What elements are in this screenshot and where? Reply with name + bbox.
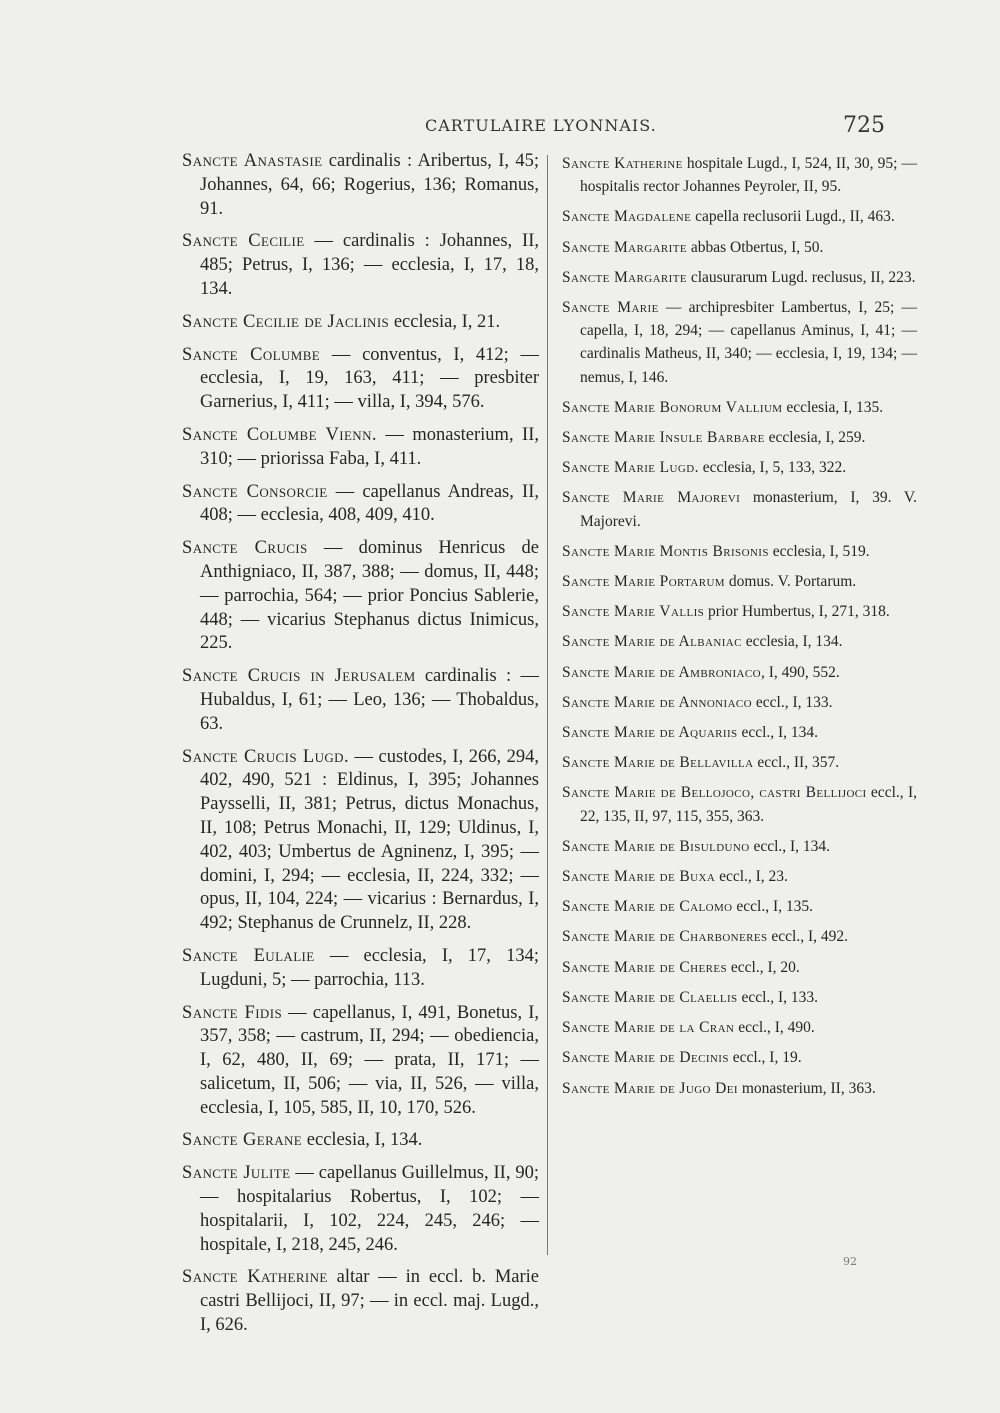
entry-headword: Sancte Marie Lugd. — [562, 459, 699, 477]
entry-headword: Sancte Marie de Charboneres — [562, 928, 768, 946]
entry-text: cardinalis : — Hubaldus, I, 61; — Leo, 136; — Thobaldus, 63. — [200, 666, 539, 734]
index-entry — [562, 600, 917, 623]
entry-headword: Sancte Marie Majorevi — [562, 489, 741, 507]
index-entry — [562, 396, 917, 419]
entry-headword: Sancte Fidis — [182, 1002, 283, 1023]
entry-headword: Sancte Anastasie — [182, 151, 323, 171]
entry-text: ecclesia, I, 259. — [764, 429, 866, 447]
index-entry — [562, 486, 917, 532]
page-number: 725 — [843, 113, 885, 138]
entry-text: eccl., I, 133. — [752, 693, 833, 711]
entry-headword: Sancte Marie Montis Brisonis — [562, 542, 769, 560]
index-entry — [562, 152, 917, 198]
index-entry — [562, 205, 917, 228]
entry-headword: Sancte Katherine — [182, 1267, 328, 1288]
index-entry — [562, 1077, 917, 1100]
index-entry — [562, 456, 917, 479]
entry-text: eccl., I, 23. — [715, 868, 788, 886]
index-entry — [182, 1162, 539, 1257]
entry-text: — ecclesia, I, 17, 134; Lugduni, 5; — parrochia, 113. — [200, 945, 539, 990]
index-entry — [562, 296, 917, 389]
index-entry — [562, 835, 917, 858]
entry-headword: Sancte Marie Insule Barbare — [562, 429, 765, 447]
index-entry — [562, 540, 917, 563]
entry-text: prior Humbertus, I, 271, 318. — [704, 603, 890, 621]
entry-text: ecclesia, I, 21. — [389, 311, 501, 332]
entry-headword: Sancte Marie de Bisulduno — [562, 837, 750, 855]
index-entry — [182, 537, 539, 656]
entry-headword: Sancte Columbe — [182, 344, 321, 365]
entry-headword: Sancte Marie de Calomo — [562, 898, 733, 916]
index-entry — [562, 925, 917, 948]
entry-text: monasterium, I, 39. V. Majorevi. — [580, 489, 917, 530]
index-entry — [562, 691, 917, 714]
index-entry — [182, 481, 539, 529]
entry-headword: Sancte Marie Portarum — [562, 573, 725, 591]
entry-text: — capellanus Guillelmus, II, 90; — hospitalarius Robertus, I, 102; — hospitalarii, I, 102, 224, 245, 246; — hospitale, I, 218, 245, 246. — [200, 1163, 539, 1255]
entry-headword: Sancte Cecilie — [182, 231, 305, 252]
entry-headword: Sancte Marie de Albaniac — [562, 633, 742, 651]
entry-text: clausurarum Lugd. reclusus, II, 223. — [686, 268, 916, 286]
entry-text: cardinalis : Aribertus, I, 45; Johannes, 64, 66; Rogerius, 136; Romanus, 91. — [200, 151, 539, 219]
entry-text: — capellanus, I, 491, Bonetus, I, 357, 358; — castrum, II, 294; — obediencia, I, 62, 480, II, 69; — prata, II, 171; — salicetum, II, 506; — via, II, 526, — villa, ecclesia, I, 105, 585, II, 10, 170, 526. — [200, 1002, 539, 1118]
entry-headword: Sancte Margarite — [562, 238, 687, 256]
entry-text: — cardinalis : Johannes, II, 485; Petrus, I, 136; — ecclesia, I, 17, 18, 134. — [200, 231, 539, 299]
running-head: CARTULAIRE LYONNAIS. — [425, 116, 657, 135]
entry-text: — conventus, I, 412; — ecclesia, I, 19, 163, 411; — presbiter Garnerius, I, 411; — villa, I, 394, 576. — [200, 344, 539, 413]
entry-text: — monasterium, II, 310; — priorissa Faba, I, 411. — [200, 424, 539, 469]
entry-headword: Sancte Magdalene — [562, 208, 692, 226]
entry-headword: Sancte Marie de Bellojoco, castri Bellijoci — [562, 784, 867, 802]
entry-headword: Sancte Marie de Cheres — [562, 958, 727, 976]
index-entry — [182, 424, 539, 472]
entry-text: eccl., I, 22, 135, II, 97, 115, 355, 363. — [580, 784, 917, 825]
index-entry — [182, 746, 539, 936]
entry-text: eccl., II, 357. — [753, 754, 840, 772]
entry-text: — capellanus Andreas, II, 408; — ecclesia, 408, 409, 410. — [200, 481, 539, 526]
entry-headword: Sancte Marie de Decinis — [562, 1049, 729, 1067]
entry-headword: Sancte Cecilie de Jaclinis — [182, 311, 390, 332]
index-entry — [562, 986, 917, 1009]
index-entry — [562, 236, 917, 259]
entry-headword: Sancte Crucis — [182, 538, 308, 559]
entry-text: ecclesia, I, 519. — [768, 542, 870, 560]
entry-text: eccl., I, 134. — [737, 724, 819, 742]
entry-headword: Sancte Marie de Ambroniaco — [562, 663, 761, 681]
index-entry — [562, 1016, 917, 1039]
index-entry — [182, 150, 539, 221]
entry-headword: Sancte Marie de Buxa — [562, 868, 716, 886]
entry-text: abbas Otbertus, I, 50. — [686, 238, 824, 256]
entry-text: domus. V. Portarum. — [724, 573, 857, 591]
index-entry — [562, 781, 917, 827]
entry-text: eccl., I, 490. — [734, 1019, 815, 1037]
entry-text: eccl., I, 134. — [749, 837, 831, 855]
entry-text: ecclesia, I, 134. — [302, 1130, 423, 1151]
entry-headword: Sancte Consorcie — [182, 481, 328, 502]
index-entry — [182, 230, 539, 301]
entry-headword: Sancte Marie de Aquariis — [562, 724, 738, 742]
index-column-right — [562, 152, 917, 1107]
entry-headword: Sancte Marie de Jugo Dei — [562, 1079, 738, 1097]
entry-headword: Sancte Julite — [182, 1163, 291, 1184]
index-entry — [182, 311, 539, 335]
entry-text: eccl., I, 133. — [737, 988, 819, 1006]
entry-headword: Sancte Gerane — [182, 1130, 303, 1151]
index-entry — [182, 1129, 539, 1153]
index-entry — [562, 751, 917, 774]
index-entry — [182, 344, 539, 415]
entry-headword: Sancte Marie Bonorum Vallium — [562, 398, 783, 416]
entry-text: monasterium, II, 363. — [737, 1079, 876, 1097]
entry-text: altar — in eccl. b. Marie castri Bellijoci, II, 97; — in eccl. maj. Lugd., I, 626. — [200, 1267, 539, 1336]
entry-headword: Sancte Marie de la Cran — [562, 1019, 735, 1037]
index-entry — [562, 895, 917, 918]
entry-headword: Sancte Crucis Lugd. — [182, 746, 349, 767]
index-entry — [182, 945, 539, 993]
index-entry — [562, 721, 917, 744]
entry-headword: Sancte Crucis in Jerusalem — [182, 666, 416, 687]
entry-text: eccl., I, 135. — [732, 898, 813, 916]
entry-text: ecclesia, I, 134. — [741, 633, 843, 651]
entry-text: ecclesia, I, 135. — [782, 398, 884, 416]
entry-text: eccl., I, 20. — [727, 958, 800, 976]
entry-headword: Sancte Katherine — [562, 155, 683, 172]
entry-text: eccl., I, 492. — [767, 928, 848, 946]
entry-headword: Sancte Marie — [562, 299, 659, 317]
index-entry — [562, 570, 917, 593]
entry-text: , I, 490, 552. — [761, 663, 840, 681]
entry-headword: Sancte Margarite — [562, 268, 687, 286]
entry-headword: Sancte Marie Vallis — [562, 603, 705, 621]
index-entry — [562, 1046, 917, 1069]
entry-text: ecclesia, I, 5, 133, 322. — [698, 459, 847, 477]
entry-text: capella reclusorii Lugd., II, 463. — [691, 208, 895, 226]
index-entry — [562, 266, 917, 289]
entry-headword: Sancte Marie de Claellis — [562, 988, 738, 1006]
entry-text: — custodes, I, 266, 294, 402, 490, 521 : Eldinus, I, 395; Johannes Paysselli, II, 381; Petrus, dictus Monachus, II, 108; Petrus Monachi, II, 129; Uldinus, I, 402, 403; Umbertus de Agninenz, I, 395; — domini, I, 294; — ecclesia, II, 224, 332; — opus, II, 104, 224; — vicarius : Bernardus, I, 492; Stephanus de Crunnelz, II, 228. — [200, 746, 540, 934]
index-entry — [182, 1266, 539, 1337]
column-divider — [547, 155, 548, 1255]
entry-headword: Sancte Columbe Vienn. — [182, 424, 377, 445]
entry-headword: Sancte Marie de Annoniaco — [562, 693, 753, 711]
index-entry — [562, 630, 917, 653]
index-column-left — [182, 150, 539, 1347]
index-entry — [182, 1002, 539, 1121]
index-entry — [562, 661, 917, 684]
entry-text: — dominus Henricus de Anthigniaco, II, 387, 388; — domus, II, 448; — parrochia, 564; — prior Poncius Sablerie, 448; — vicarius Stephanus dictus Inimicus, 225. — [200, 538, 539, 654]
entry-text: hospitale Lugd., I, 524, II, 30, 95; — hospitalis rector Johannes Peyroler, II, 95. — [580, 155, 917, 196]
entry-headword: Sancte Eulalie — [182, 945, 315, 966]
index-entry — [562, 426, 917, 449]
entry-text: — archipresbiter Lambertus, I, 25; — capella, I, 18, 294; — capellanus Aminus, I, 41; — cardinalis Matheus, II, 340; — ecclesia, I, 19, 134; — nemus, I, 146. — [580, 299, 917, 386]
index-entry — [562, 956, 917, 979]
entry-headword: Sancte Marie de Bellavilla — [562, 754, 754, 772]
index-entry — [182, 665, 539, 736]
index-entry — [562, 865, 917, 888]
entry-text: eccl., I, 19. — [728, 1049, 802, 1067]
printer-signature: 92 — [843, 1255, 857, 1268]
